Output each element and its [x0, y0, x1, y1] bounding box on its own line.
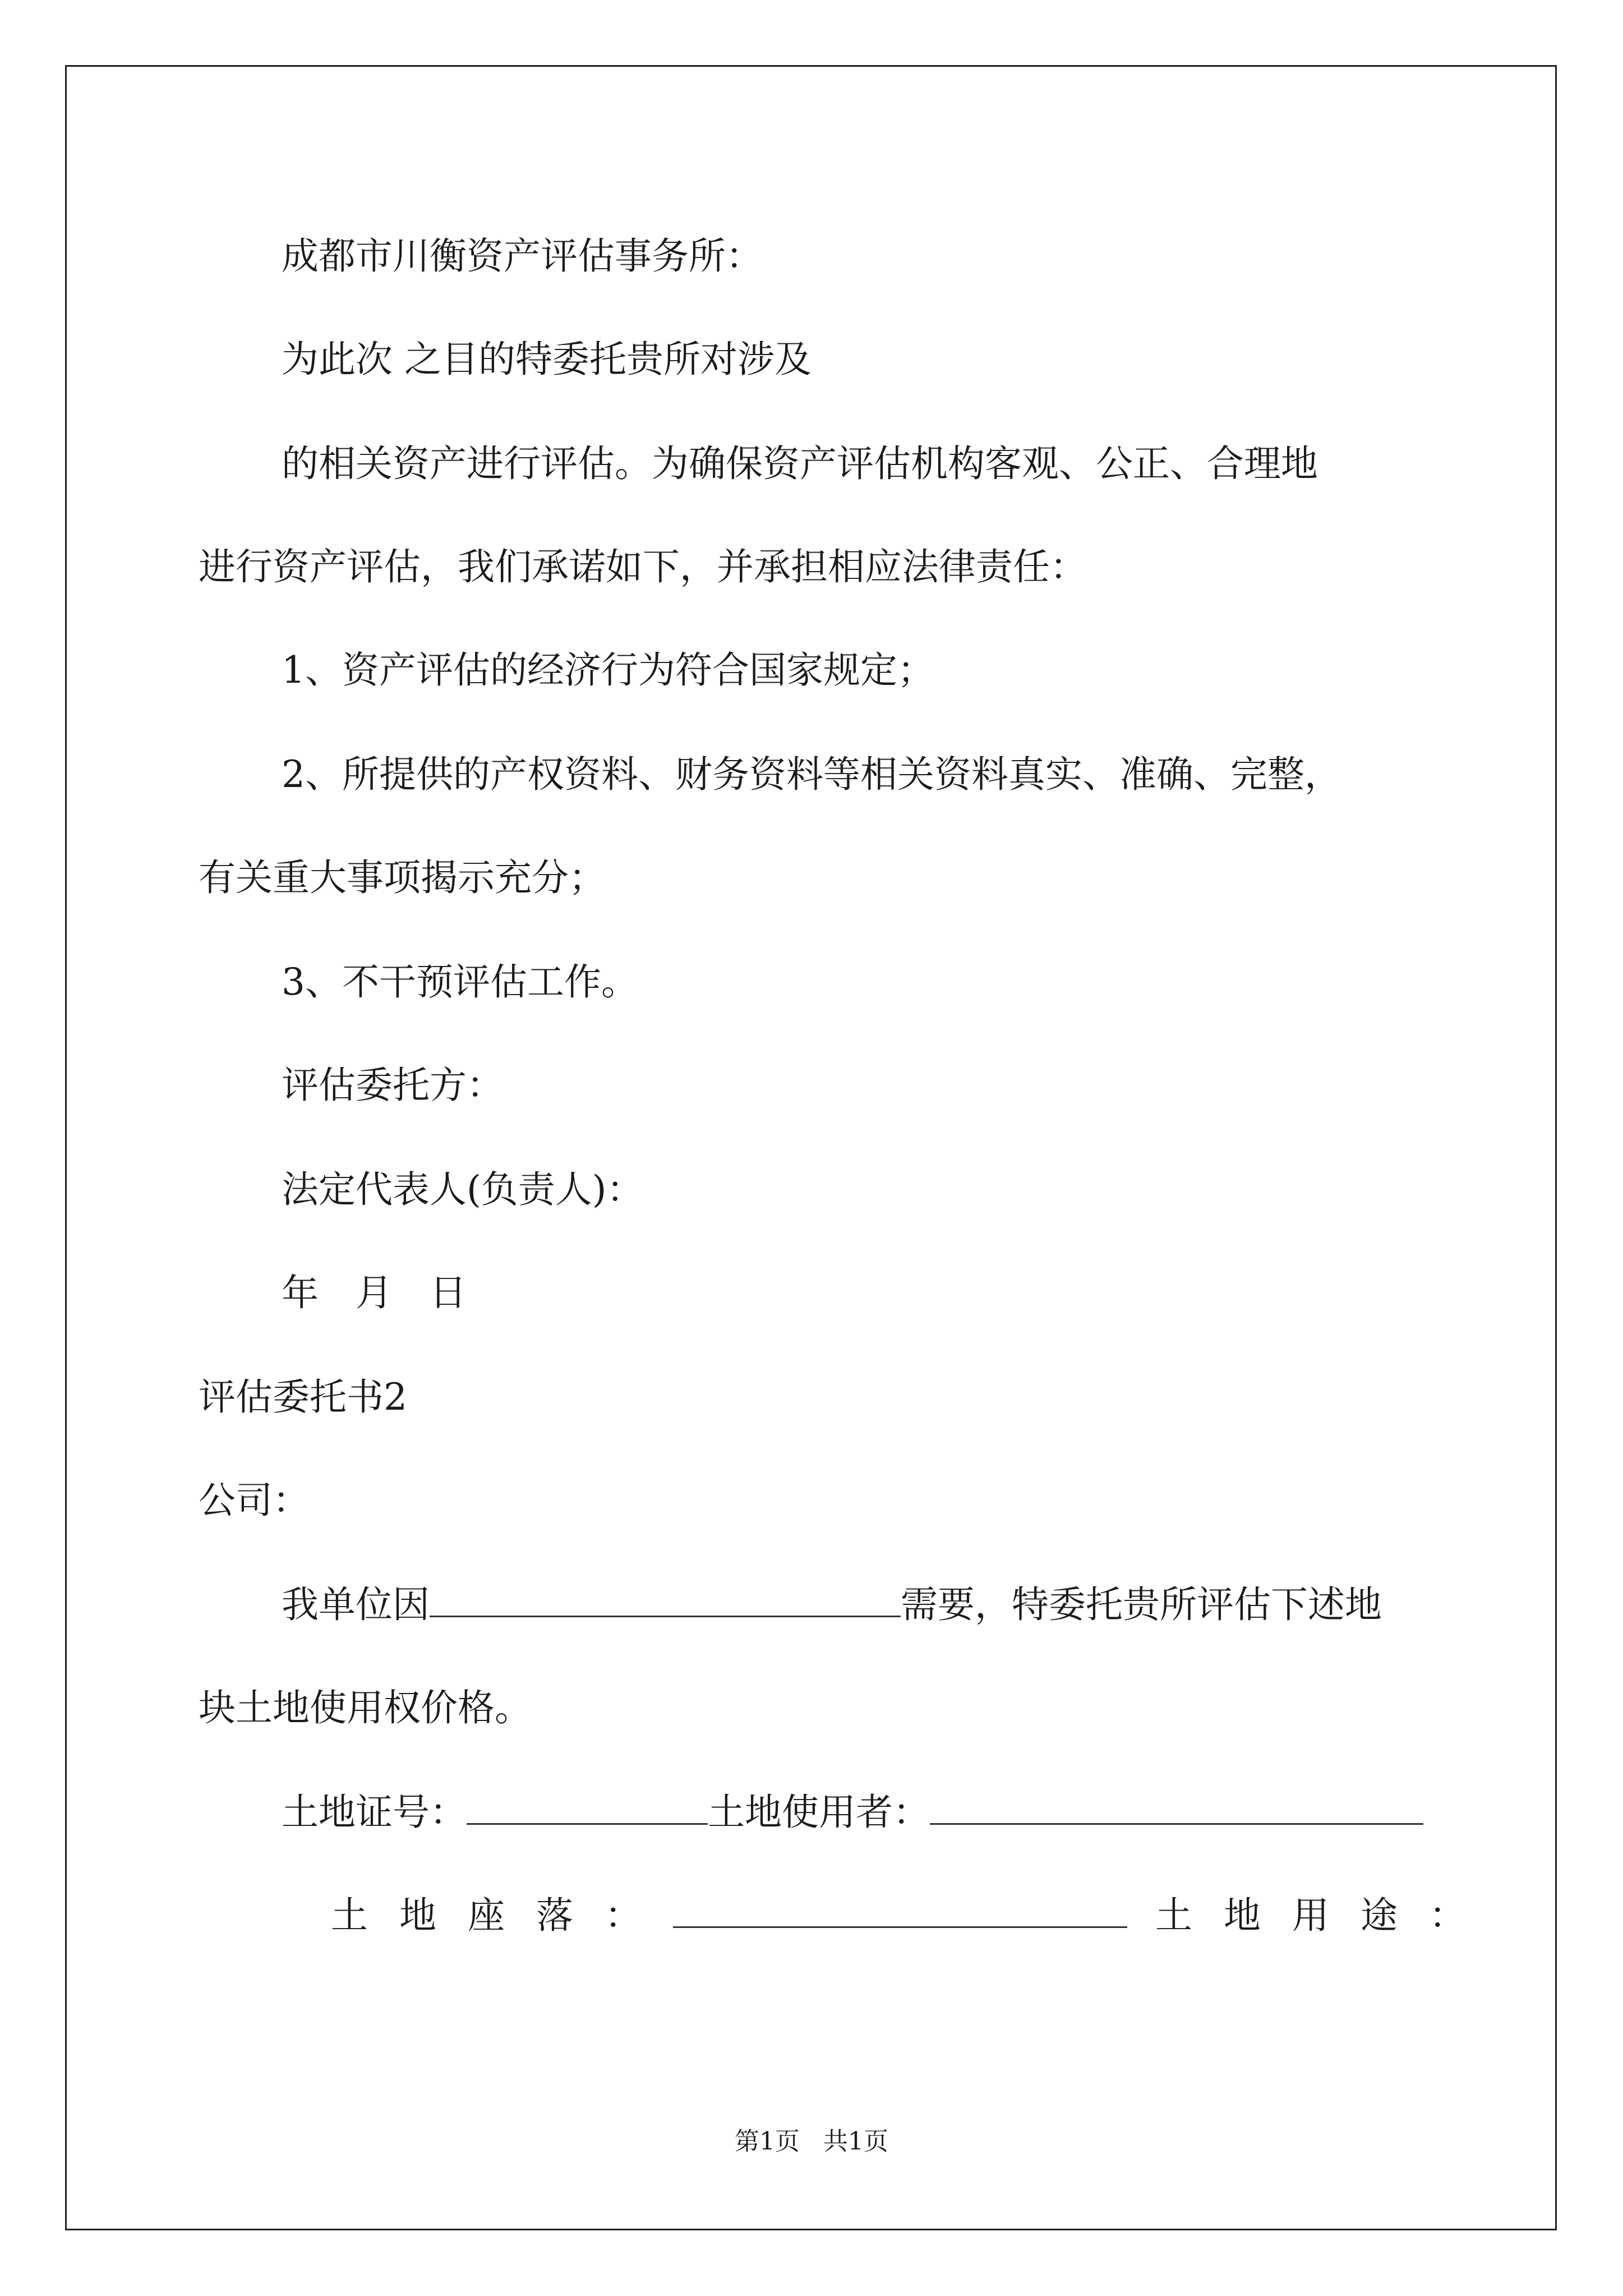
land-cert-label: 土地证号：	[282, 1791, 467, 1834]
paragraph-3-line-1	[282, 1580, 1382, 1630]
paragraph-3-prefix: 我单位因	[282, 1583, 430, 1626]
company-label: 公司：	[199, 1479, 310, 1522]
reason-blank	[430, 1581, 901, 1617]
land-user-blank	[930, 1788, 1423, 1825]
land-location-row	[331, 1890, 1497, 1941]
page-footer: 第1页 共1页	[735, 2127, 888, 2156]
item-1: 1、资产评估的经济行为符合国家规定；	[282, 648, 934, 692]
salutation: 成都市川衡资产评估事务所：	[282, 234, 763, 278]
paragraph-3-suffix: 需要，特委托贵所评估下述地	[901, 1583, 1382, 1626]
land-location-label: 土地座落：	[331, 1894, 673, 1937]
item-2-line-1: 2、所提供的产权资料、财务资料等相关资料真实、准确、完整，	[282, 753, 1341, 796]
land-cert-row	[282, 1787, 1423, 1838]
client-label: 评估委托方：	[282, 1064, 504, 1107]
land-user-label: 土地使用者：	[708, 1791, 930, 1834]
land-cert-blank	[467, 1788, 708, 1825]
section-title-2: 评估委托书2	[199, 1375, 407, 1419]
item-2-line-2: 有关重大事项揭示充分；	[199, 856, 606, 899]
paragraph-2-line-1: 的相关资产进行评估。为确保资产评估机构客观、公正、合理地	[282, 442, 1318, 485]
land-location-blank	[673, 1892, 1127, 1928]
representative-label: 法定代表人(负责人)：	[282, 1168, 644, 1211]
paragraph-3-line-2: 块土地使用权价格。	[199, 1686, 532, 1729]
land-use-label: 土地用途：	[1155, 1894, 1497, 1937]
item-3: 3、不干预评估工作。	[282, 960, 638, 1004]
paragraph-2-line-2: 进行资产评估，我们承诺如下，并承担相应法律责任：	[199, 545, 1087, 588]
paragraph-1: 为此次 之目的特委托贵所对涉及	[282, 338, 811, 381]
date-line: 年 月 日	[282, 1271, 471, 1314]
